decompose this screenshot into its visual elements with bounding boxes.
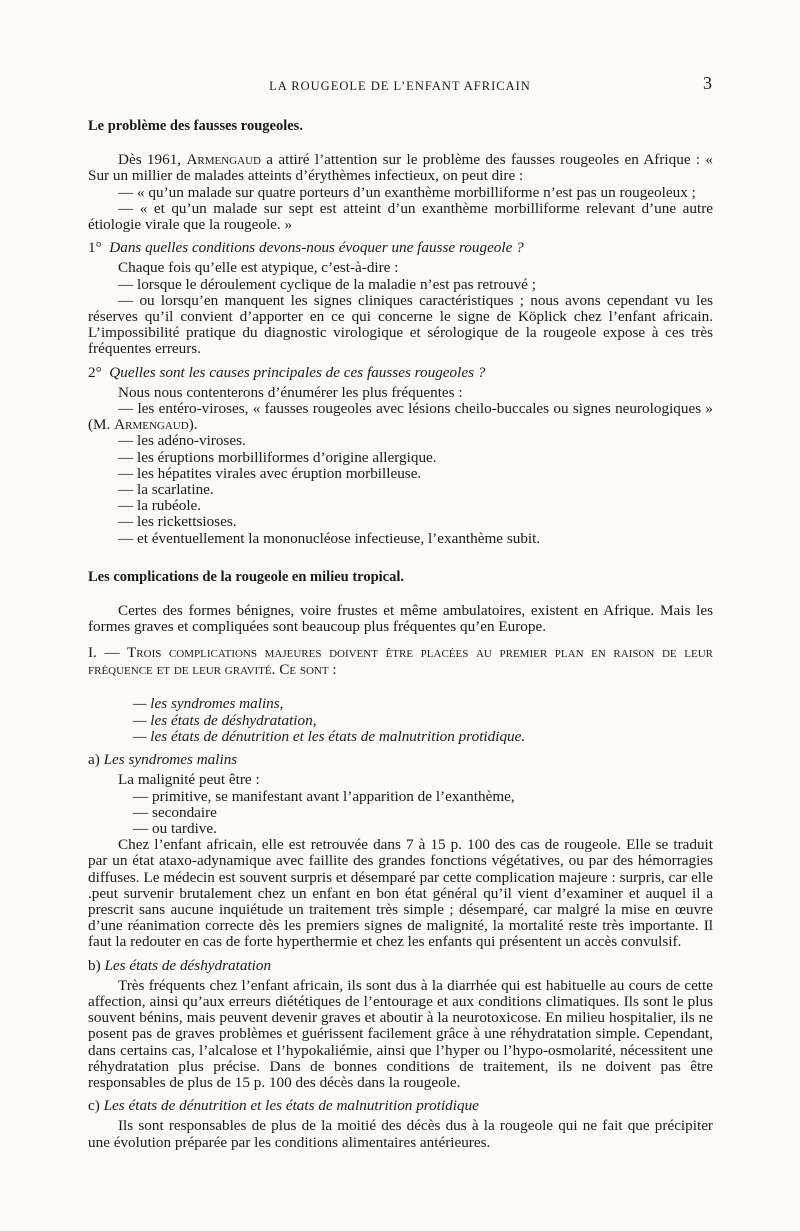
sub-letter: b) [88, 956, 101, 974]
sub-letter: a) [88, 751, 100, 769]
page-number: 3 [703, 73, 712, 93]
list-item: — les hépatites virales avec éruption morbilleuse. [118, 464, 422, 482]
author-name: Armengaud [114, 416, 189, 434]
subheading-c [88, 1098, 713, 1114]
list-item: — lorsque le déroulement cyclique de la maladie n’est pas retrouvé ; [118, 275, 536, 293]
running-title: LA ROUGEOLE DE L’ENFANT AFRICAIN [269, 79, 531, 93]
paragraph: Chez l’enfant africain, elle est retrouvée dans 7 à 15 p. 100 des cas de rougeole. Elle se traduit par un état ataxo-adynamique avec faillite des grandes fonctions végétatives, ou par des hémorragies diffuses. Le médecin est souvent surpris et désemparé par cette complication majeure : surpris, car elle .peut survenir brutalement chez un enfant en bon état général qu’il vient d’examiner et auquel il a prescrit sans aucune inquiétude un traitement très simple ; désemparé, car malgré la mise en œuvre d’une réanimation correcte dès les premiers signes de malignité, la mortalité reste très importante. Il faut la redouter en cas de forte hyperthermie et chez les enfants qui présentent un accès convulsif. [88, 836, 713, 951]
list-item: — les états de dénutrition et les états de malnutrition protidique. [133, 727, 526, 745]
author-name: Armengaud [186, 151, 261, 169]
question-number: 1° [88, 239, 102, 257]
quote-line: — « et qu’un malade sur sept est atteint d’un exanthème morbilliforme relevant d’une autre étiologie virale que la rougeole. » [88, 199, 713, 234]
quote-line: — « qu’un malade sur quatre porteurs d’un exanthème morbilliforme n’est pas un rougeoleux ; [118, 183, 696, 201]
intro-text-cont: a attiré l’attention sur le problème des fausses rougeoles en Afrique : « Sur un millier de malades atteints d’érythèmes infectieux, on peut dire : [88, 151, 714, 185]
paragraph-intro [88, 152, 713, 184]
paragraph: — ou lorsqu’en manquent les signes cliniques caractéristiques ; nous avons cependant vu les réserves qu’il convient d’apporter en ce qui concerne le signe de Köplick chez l’enfant africain. L’impossibilité pratique du diagnostic virologique et sérologique de la rougeole expose à ces très fréquentes erreurs. [88, 291, 713, 358]
section-heading-complications: Les complications de la rougeole en milieu tropical. [88, 568, 405, 585]
paragraph: Ils sont responsables de plus de la moitié des décès dus à la rougeole qui ne fait que précipiter une évolution préparée par les conditions alimentaires antérieures. [88, 1117, 713, 1151]
section-heading-false-measles: Le problème des fausses rougeoles. [88, 118, 303, 134]
list-item-text: — les entéro-viroses, « fausses rougeoles avec lésions cheilo-buccales ou signes neurologiques » (M. [88, 400, 713, 434]
paragraph: Chaque fois qu’elle est atypique, c’est-à-dire : [118, 259, 399, 277]
causes-list [88, 433, 713, 546]
paragraph: Certes des formes bénignes, voire frustes et même ambulatoires, existent en Afrique. Mais les formes graves et compliquées sont beaucoup plus fréquentes qu’en Europe. [88, 602, 713, 636]
list-item: — primitive, se manifestant avant l’apparition de l’exanthème, [133, 787, 515, 805]
complications-list [88, 696, 713, 745]
list-item: — secondaire [133, 803, 217, 821]
question-1 [88, 240, 713, 256]
sub-title: Les syndromes malins [103, 751, 238, 769]
list-item: — les éruptions morbilliformes d’origine allergique. [118, 448, 437, 466]
list-item: — les adéno-viroses. [118, 432, 246, 450]
sub-title: Les états de déshydratation [104, 956, 272, 974]
subheading-a [88, 752, 713, 768]
list-item: — les états de déshydratation, [133, 711, 317, 729]
list-item: — et éventuellement la mononucléose infectieuse, l’exanthème subit. [118, 529, 541, 547]
question-text: Dans quelles conditions devons-nous évoquer une fausse rougeole ? [109, 239, 524, 257]
question-2 [88, 365, 713, 381]
paragraph: La malignité peut être : [118, 771, 260, 789]
list-item: — la scarlatine. [118, 481, 214, 499]
subheading-b [88, 958, 713, 974]
list-item: — la rubéole. [118, 497, 202, 515]
list-item [88, 401, 713, 433]
article-body [88, 118, 713, 1151]
paragraph: Très fréquents chez l’enfant africain, ils sont dus à la diarrhée qui est habituelle au cours de cette affection, ainsi qu’aux erreurs diététiques de l’entourage et aux conditions climatiques. Ils sont le plus souvent bénins, mais peuvent devenir graves et aboutir à la neurotoxicose. En milieu hospitalier, ils ne posent pas de graves problèmes et guérissent facilement grâce à une réhydratation simple. Cependant, dans certains cas, l’alcalose et l’hypokaliémie, ainsi que l’hyper ou l’hypo-osmolarité, nécessitent une réhydratation plus précise. Dans de bonnes conditions de traitement, ils ne doivent pas être responsables de plus de 15 p. 100 des décès dans la rougeole. [88, 976, 713, 1091]
list-item: — les syndromes malins, [133, 695, 284, 713]
intro-text: Dès 1961, [118, 151, 182, 169]
question-number: 2° [88, 363, 102, 381]
sub-letter: c) [88, 1097, 100, 1115]
list-item: — les rickettsioses. [118, 513, 237, 531]
list-item-text-end: ). [188, 416, 198, 434]
question-text: Quelles sont les causes principales de ces fausses rougeoles ? [109, 363, 486, 381]
malignity-list [88, 789, 713, 838]
subsection-heading-major-complications: I. — Trois complications majeures doivent être placées au premier plan en raison de leur fréquence et de leur gravité. Ce sont : [88, 644, 713, 679]
paragraph: Nous nous contenterons d’énumérer les plus fréquentes : [118, 383, 463, 401]
running-header [0, 73, 800, 98]
list-item: — ou tardive. [133, 819, 217, 837]
sub-title: Les états de dénutrition et les états de malnutrition protidique [103, 1097, 479, 1115]
